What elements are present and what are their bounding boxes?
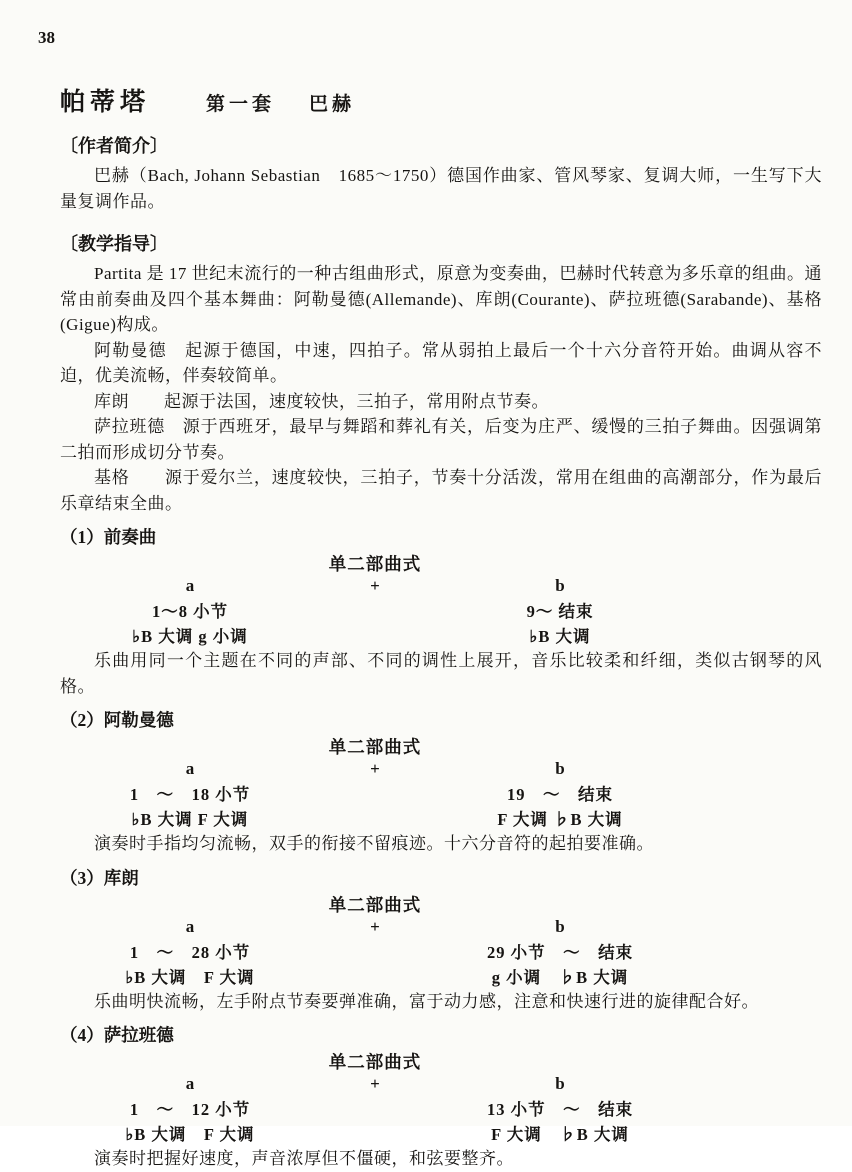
movement-heading: （1）前奏曲: [60, 527, 157, 547]
section-b-bars: 19 ～ 结束: [507, 785, 613, 804]
teaching-paragraph: Partita 是 17 世纪末流行的一种古组曲形式，原意为变奏曲，巴赫时代转意为多乐章的组曲。通常由前奏曲及四个基本舞曲：阿勒曼德(Allemande)、库朗(Courante)、萨拉班德(Sarabande)、基格(Gigue)构成。: [60, 264, 822, 334]
teaching-paragraph: 阿勒曼德 起源于德国，中速，四拍子。常从弱拍上最后一个十六分音符开始。曲调从容不迫，优美流畅，伴奏较简单。: [60, 340, 822, 385]
section-a-bars: 1 ～ 12 小节: [129, 1100, 251, 1119]
section-b-keys: g 小调 ♭B 大调: [491, 967, 629, 987]
section-a-label: a: [185, 916, 195, 936]
movement-allemande: [60, 707, 822, 857]
section-b-bars: 13 小节 ～ 结束: [486, 1100, 634, 1119]
section-b: [420, 759, 700, 831]
plus-sign: +: [370, 759, 380, 778]
section-b-label: b: [555, 1074, 565, 1093]
page-number: 38: [38, 28, 55, 47]
section-a-label: a: [185, 759, 195, 778]
section-b: [420, 576, 700, 648]
section-a-keys: ♭B 大调 F 大调: [125, 967, 255, 987]
section-b-label: b: [555, 916, 565, 936]
section-a: [60, 759, 320, 831]
movement-sarabande: [60, 1022, 822, 1172]
binary-form-diagram: [60, 1074, 822, 1146]
form-title: 单二部曲式: [328, 1052, 422, 1072]
section-a: [60, 576, 320, 648]
section-a-keys: ♭B 大调 F 大调: [125, 1125, 255, 1144]
teaching-heading: 〔教学指导〕: [60, 234, 168, 254]
section-b-keys: F 大调 ♭B 大调: [497, 810, 623, 829]
section-b-keys: ♭B 大调: [529, 627, 591, 646]
movement-heading: （3）库朗: [60, 867, 139, 888]
teaching-paragraph: 萨拉班德 源于西班牙，最早与舞蹈和葬礼有关，后变为庄严、缓慢的三拍子舞曲。因强调第二拍而形成切分节奏。: [60, 417, 822, 462]
form-title: 单二部曲式: [328, 554, 422, 574]
section-a: [60, 1074, 320, 1146]
author-intro-heading: 〔作者简介〕: [60, 136, 168, 156]
section-a-bars: 1 ～ 28 小节: [129, 942, 251, 962]
title-composer: 巴赫: [309, 94, 356, 115]
form-title: 单二部曲式: [328, 894, 422, 915]
section-b-label: b: [555, 759, 565, 778]
plus-sign: +: [370, 1074, 380, 1093]
title-suite: 第一套: [206, 94, 276, 115]
section-a-label: a: [185, 1074, 195, 1093]
page-title-row: [60, 82, 822, 116]
teaching-paragraph: 基格 源于爱尔兰，速度较快，三拍子，节奏十分活泼，常用在组曲的高潮部分，作为最后乐章结束全曲。: [60, 468, 822, 513]
author-intro-body: 巴赫（Bach, Johann Sebastian 1685～1750）德国作曲家、管风琴家、复调大师，一生写下大量复调作品。: [60, 166, 822, 211]
movement-note: 演奏时把握好速度，声音浓厚但不僵硬，和弦要整齐。: [94, 1149, 514, 1168]
section-b: [420, 1074, 700, 1146]
movement-note: 乐曲用同一个主题在不同的声部、不同的调性上展开，音乐比较柔和纤细，类似古钢琴的风格。: [60, 651, 822, 696]
section-b-bars: 9～ 结束: [526, 602, 594, 621]
binary-form-diagram: [60, 576, 822, 648]
binary-form-diagram: [60, 917, 822, 989]
section-b-keys: F 大调 ♭B 大调: [491, 1125, 629, 1144]
movement-heading: （2）阿勒曼德: [60, 710, 174, 730]
section-a-label: a: [185, 576, 195, 595]
teaching-paragraph: 库朗 起源于法国，速度较快，三拍子，常用附点节奏。: [94, 391, 549, 411]
section-a: [60, 917, 320, 989]
plus-sign: +: [370, 916, 380, 936]
movement-note: 乐曲明快流畅，左手附点节奏要弹准确，富于动力感，注意和快速行进的旋律配合好。: [94, 991, 759, 1011]
section-b-label: b: [555, 576, 565, 595]
section-a-bars: 1～8 小节: [151, 602, 229, 621]
section-a-keys: ♭B 大调 g 小调: [132, 627, 248, 646]
plus-sign: +: [370, 576, 380, 595]
form-title: 单二部曲式: [328, 737, 422, 757]
page-title: 帕蒂塔: [60, 89, 151, 116]
binary-form-diagram: [60, 759, 822, 831]
movement-heading: （4）萨拉班德: [60, 1025, 174, 1045]
section-a-keys: ♭B 大调 F 大调: [131, 810, 249, 829]
section-a-bars: 1 ～ 18 小节: [129, 785, 251, 804]
section-b-bars: 29 小节 ～ 结束: [486, 942, 634, 962]
section-b: [420, 917, 700, 989]
movement-courante: [60, 865, 822, 1015]
movement-prelude: [60, 524, 822, 699]
movement-note: 演奏时手指均匀流畅，双手的衔接不留痕迹。十六分音符的起拍要准确。: [94, 834, 654, 853]
